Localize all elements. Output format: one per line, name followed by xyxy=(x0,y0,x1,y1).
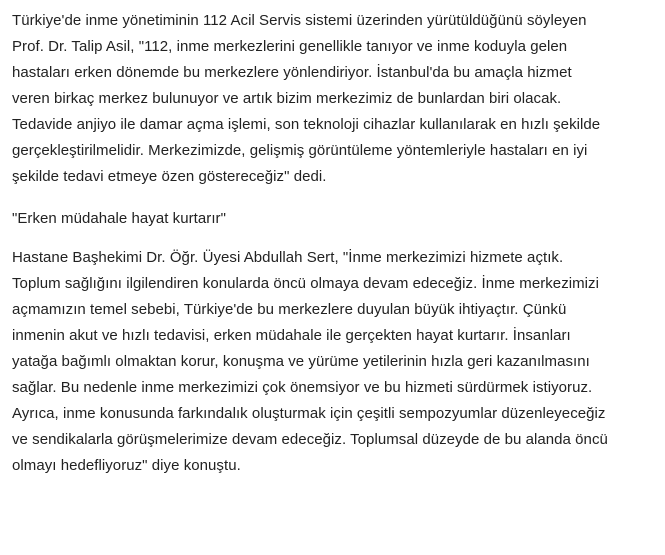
text-line: yatağa bağımlı olmaktan korur, konuşma ve yürüme yetilerinin hızla geri kazanılmasını xyxy=(12,353,590,370)
paragraph-spacer xyxy=(12,190,660,206)
text-line: Tedavide anjiyo ile damar açma işlemi, son teknoloji cihazlar kullanılarak en hızlı şekilde xyxy=(12,116,601,133)
article-body xyxy=(12,8,660,479)
subheading xyxy=(12,206,660,232)
text-line: Türkiye'de inme yönetiminin 112 Acil Servis sistemi üzerinden yürütüldüğünü söyleyen xyxy=(12,12,587,29)
text-line: Prof. Dr. Talip Asil, "112, inme merkezlerini genellikle tanıyor ve inme koduyla gelen xyxy=(12,38,568,55)
paragraph-abdullah-sert xyxy=(12,245,660,479)
text-line: Ayrıca, inme konusunda farkındalık oluşturmak için çeşitli sempozyumlar düzenleyeceğiz xyxy=(12,405,606,422)
text-line: sağlar. Bu nedenle inme merkezimizi çok önemsiyor ve bu hizmeti sürdürmek istiyoruz. xyxy=(12,379,593,396)
text-line: inmenin akut ve hızlı tedavisi, erken müdahale ile gerçekten hayat kurtarır. İnsanları xyxy=(12,327,571,344)
paragraph-talip-asil xyxy=(12,8,660,190)
text-line: açmamızın temel sebebi, Türkiye'de bu merkezlere duyulan büyük ihtiyaçtır. Çünkü xyxy=(12,301,567,318)
text-line: hastaları erken dönemde bu merkezlere yönlendiriyor. İstanbul'da bu amaçla hizmet xyxy=(12,64,572,81)
text-line: olmayı hedefliyoruz" diye konuştu. xyxy=(12,457,241,474)
text-line: gerçekleştirilmelidir. Merkezimizde, gelişmiş görüntüleme yöntemleriyle hastaları en iyi xyxy=(12,142,588,159)
text-line: ve sendikalarla görüşmelerimize devam edeceğiz. Toplumsal düzeyde de bu alanda öncü xyxy=(12,431,608,448)
text-line: Toplum sağlığını ilgilendiren konularda öncü olmaya devam edeceğiz. İnme merkezimizi xyxy=(12,275,599,292)
subheading-text: "Erken müdahale hayat kurtarır" xyxy=(12,210,226,227)
paragraph-spacer xyxy=(12,232,660,245)
text-line: veren birkaç merkez bulunuyor ve artık bizim merkezimiz de bunlardan biri olacak. xyxy=(12,90,562,107)
text-line: şekilde tedavi etmeye özen göstereceğiz" dedi. xyxy=(12,168,327,185)
text-line: Hastane Başhekimi Dr. Öğr. Üyesi Abdullah Sert, "İnme merkezimizi hizmete açtık. xyxy=(12,249,564,266)
